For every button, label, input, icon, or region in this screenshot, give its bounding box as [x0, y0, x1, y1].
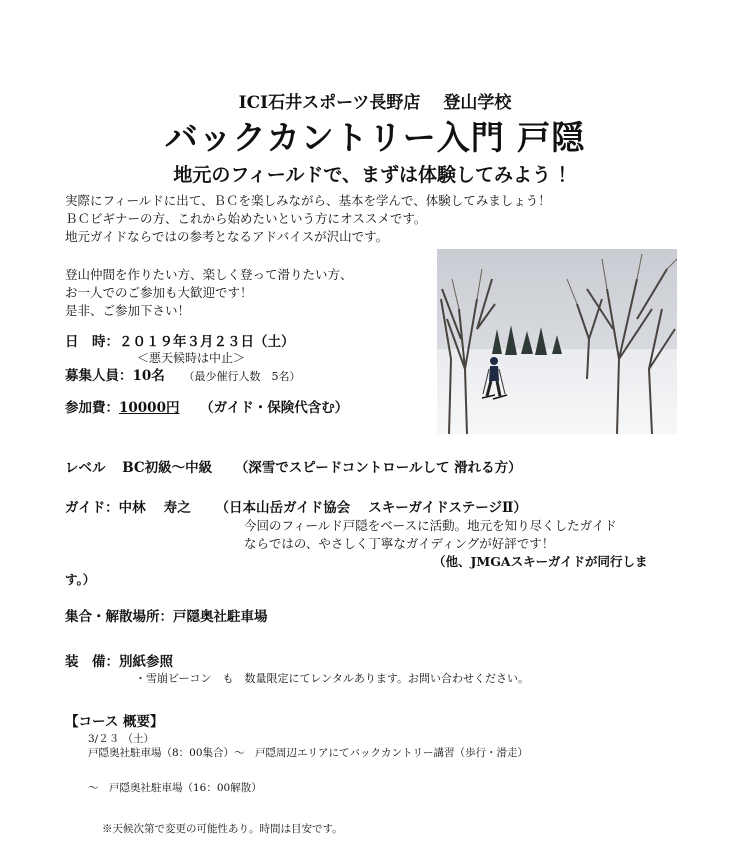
intro-line-1: 実際にフィールドに出て、ＢＣを楽しみながら、基本を学んで、体験してみましょう！ [65, 193, 551, 208]
equipment-note: ・雪崩ビーコン も 数量限定にてレンタルあります。お問い合わせください。 [135, 672, 529, 685]
date-note: ＜悪天候時は中止＞ [137, 351, 246, 365]
capacity-note: （最少催行人数 5名） [183, 370, 301, 383]
equipment-value: 別紙参照 [119, 654, 173, 670]
guide-desc-1: 今回のフィールド戸隠をベースに活動。地元を知り尽くしたガイド [244, 518, 617, 533]
course-line-2: 〜 戸隠奥社駐車場（16：00解散） [88, 782, 262, 794]
intro-line-2: ＢＣビギナーの方、これから始めたいという方にオススメです。 [65, 211, 427, 226]
fee-label: 参加費： [65, 400, 119, 416]
fee-value: 10000円 [119, 400, 180, 416]
level-note: （深雪でスピードコントロールして 滑れる方） [234, 460, 522, 476]
invite-line-1: 登山仲間を作りたい方、楽しく登って滑りたい方、 [65, 267, 353, 282]
fee-note: （ガイド・保険代含む） [200, 400, 349, 416]
snow-forest-skier-photo [437, 249, 677, 434]
level-row [65, 456, 522, 476]
guide-affiliation: （日本山岳ガイド協会 スキーガイドステージⅡ） [215, 500, 527, 516]
meeting-value: 戸隠奥社駐車場 [173, 609, 268, 625]
intro-line-3: 地元ガイドならではの参考となるアドバイスが沢山です。 [65, 229, 389, 244]
capacity-value: 10名 [132, 368, 165, 384]
level-label: レベル [65, 460, 106, 476]
page-title: バックカントリー入門 戸隠 [164, 118, 586, 157]
capacity-row [65, 364, 301, 384]
equipment-row [65, 650, 173, 670]
guide-desc-3: （他、JMGAスキーガイドが同行しま [433, 554, 648, 569]
course-disclaimer: ※天候次第で変更の可能性あり。時間は目安です。 [102, 823, 343, 835]
equipment-label: 装 備： [65, 654, 119, 670]
guide-label: ガイド： [65, 500, 119, 516]
guide-name: 中林 寿之 [118, 500, 191, 516]
course-line-1: 戸隠奥社駐車場（8：00集合）〜 戸隠周辺エリアにてバックカントリー講習（歩行・滑走） [88, 747, 529, 759]
date-row [65, 330, 295, 350]
course-date: 3/２３ （土） [88, 733, 155, 745]
invite-line-3: 是非、ご参加下さい！ [65, 303, 191, 318]
invite-line-2: お一人でのご参加も大歓迎です！ [65, 285, 253, 300]
capacity-label: 募集人員： [65, 368, 133, 384]
course-heading: 【コース 概要】 [65, 714, 164, 730]
fee-row [65, 396, 348, 416]
guide-row [65, 496, 527, 516]
photo-illustration [437, 249, 677, 434]
school-header: ICI石井スポーツ長野店 登山学校 [238, 93, 512, 113]
level-value: BC初級〜中級 [122, 460, 213, 476]
date-value: ２０１９年３月２３日（土） [119, 334, 295, 350]
page-subtitle: 地元のフィールドで、まずは体験してみよう ！ [173, 164, 577, 186]
guide-desc-2: ならではの、やさしく丁寧なガイディングが好評です！ [244, 536, 555, 551]
meeting-row [65, 605, 268, 625]
guide-desc-4: す。） [65, 572, 96, 587]
meeting-label: 集合・解散場所： [65, 609, 173, 625]
date-label: 日 時： [65, 334, 119, 350]
